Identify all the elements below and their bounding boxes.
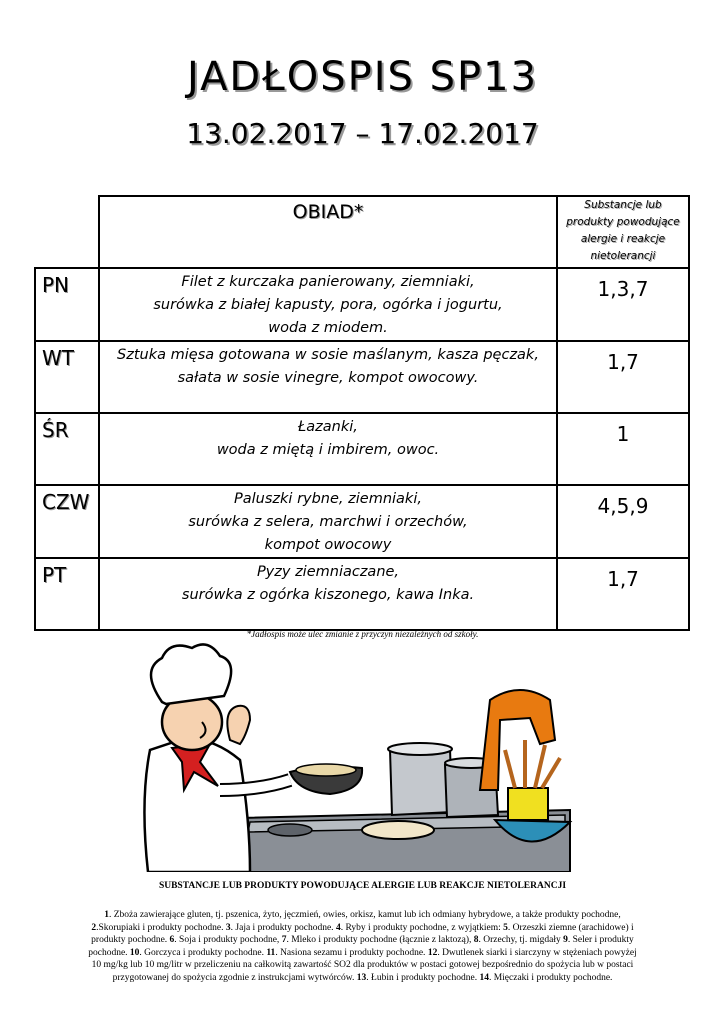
pot: [390, 748, 452, 815]
table-row: [35, 268, 689, 341]
day-label: WT: [35, 341, 99, 413]
allergen-cell: 4,5,9: [557, 485, 689, 558]
dish-cell: Paluszki rybne, ziemniaki, surówka z selera, marchwi i orzechów, kompot owocowy: [99, 485, 557, 558]
utensil-pot: [508, 788, 548, 820]
change-note: *Jadłospis może ulec zmianie z przyczyn niezależnych od szkoły.: [246, 629, 479, 639]
chef-hat: [151, 644, 231, 704]
mixer: [480, 690, 555, 790]
allergen-legend: 1. Zboża zawierające gluten, tj. pszenica, żyto, jęczmień, owies, orkisz, kamut lub ich odmiany hybrydowe, a także produkty pochodne, 2.Skorupiaki i produkty pochodne. 3. Jaja i produkty pochodne. 4. Ryby i produkty pochodne, z wyjątkiem: 5. Orzeszki ziemne (arachidowe) i produkty pochodne. 6. Soja i produkty pochodne, 7. Mleko i produkty pochodne (łącznie z laktozą), 8. Orzechy, tj. migdały 9. Seler i produkty pochodne. 10. Gorczyca i produkty pochodne. 11. Nasiona sezamu i produkty pochodne. 12. Dwutlenek siarki i siarczyny w stężeniach powyżej 10 mg/kg lub 10 mg/litr w przeliczeniu na całkowitą zawartość SO2 dla produktów w postaci gotowej bezpośrednio do spożycia lub w postaci przygotowanej do spożycia zgodnie z instrukcjami wytwórców. 13. Łubin i produkty pochodne. 14. Mięczaki i produkty pochodne.: [88, 910, 637, 983]
page-title: JADŁOSPIS SP13: [186, 54, 539, 100]
dish-cell: Sztuka mięsa gotowana w sosie maślanym, kasza pęczak, sałata w sosie vinegre, kompot owocowy.: [99, 341, 557, 413]
empty-corner-cell: [35, 196, 99, 268]
menu-table: [34, 195, 690, 631]
table-row: [35, 485, 689, 558]
table-header-row: [35, 196, 689, 268]
allergen-cell: 1: [557, 413, 689, 485]
chef-cooking-illustration: [100, 640, 580, 872]
plate: [362, 821, 434, 839]
legend-title: SUBSTANCJE LUB PRODUKTY POWODUJĄCE ALERGIE LUB REAKCJE NIETOLERANCJI: [158, 881, 567, 891]
day-label: ŚR: [35, 413, 99, 485]
allergen-header: Substancje lub produkty powodujące alergie i reakcje nietolerancji: [557, 196, 689, 268]
allergen-cell: 1,3,7: [557, 268, 689, 341]
table-row: [35, 558, 689, 630]
date-range: 13.02.2017 – 17.02.2017: [186, 117, 539, 150]
day-label: PN: [35, 268, 99, 341]
table-row: [35, 413, 689, 485]
obiad-header: OBIAD*: [99, 196, 557, 268]
allergen-cell: 1,7: [557, 558, 689, 630]
allergen-cell: 1,7: [557, 341, 689, 413]
day-label: PT: [35, 558, 99, 630]
day-label: CZW: [35, 485, 99, 558]
dish-cell: Filet z kurczaka panierowany, ziemniaki, surówka z białej kapusty, pora, ogórka i jogurtu, woda z miodem.: [99, 268, 557, 341]
table-row: [35, 341, 689, 413]
dish-cell: Łazanki, woda z miętą i imbirem, owoc.: [99, 413, 557, 485]
dish-cell: Pyzy ziemniaczane, surówka z ogórka kiszonego, kawa Inka.: [99, 558, 557, 630]
chef-hand: [227, 706, 250, 744]
